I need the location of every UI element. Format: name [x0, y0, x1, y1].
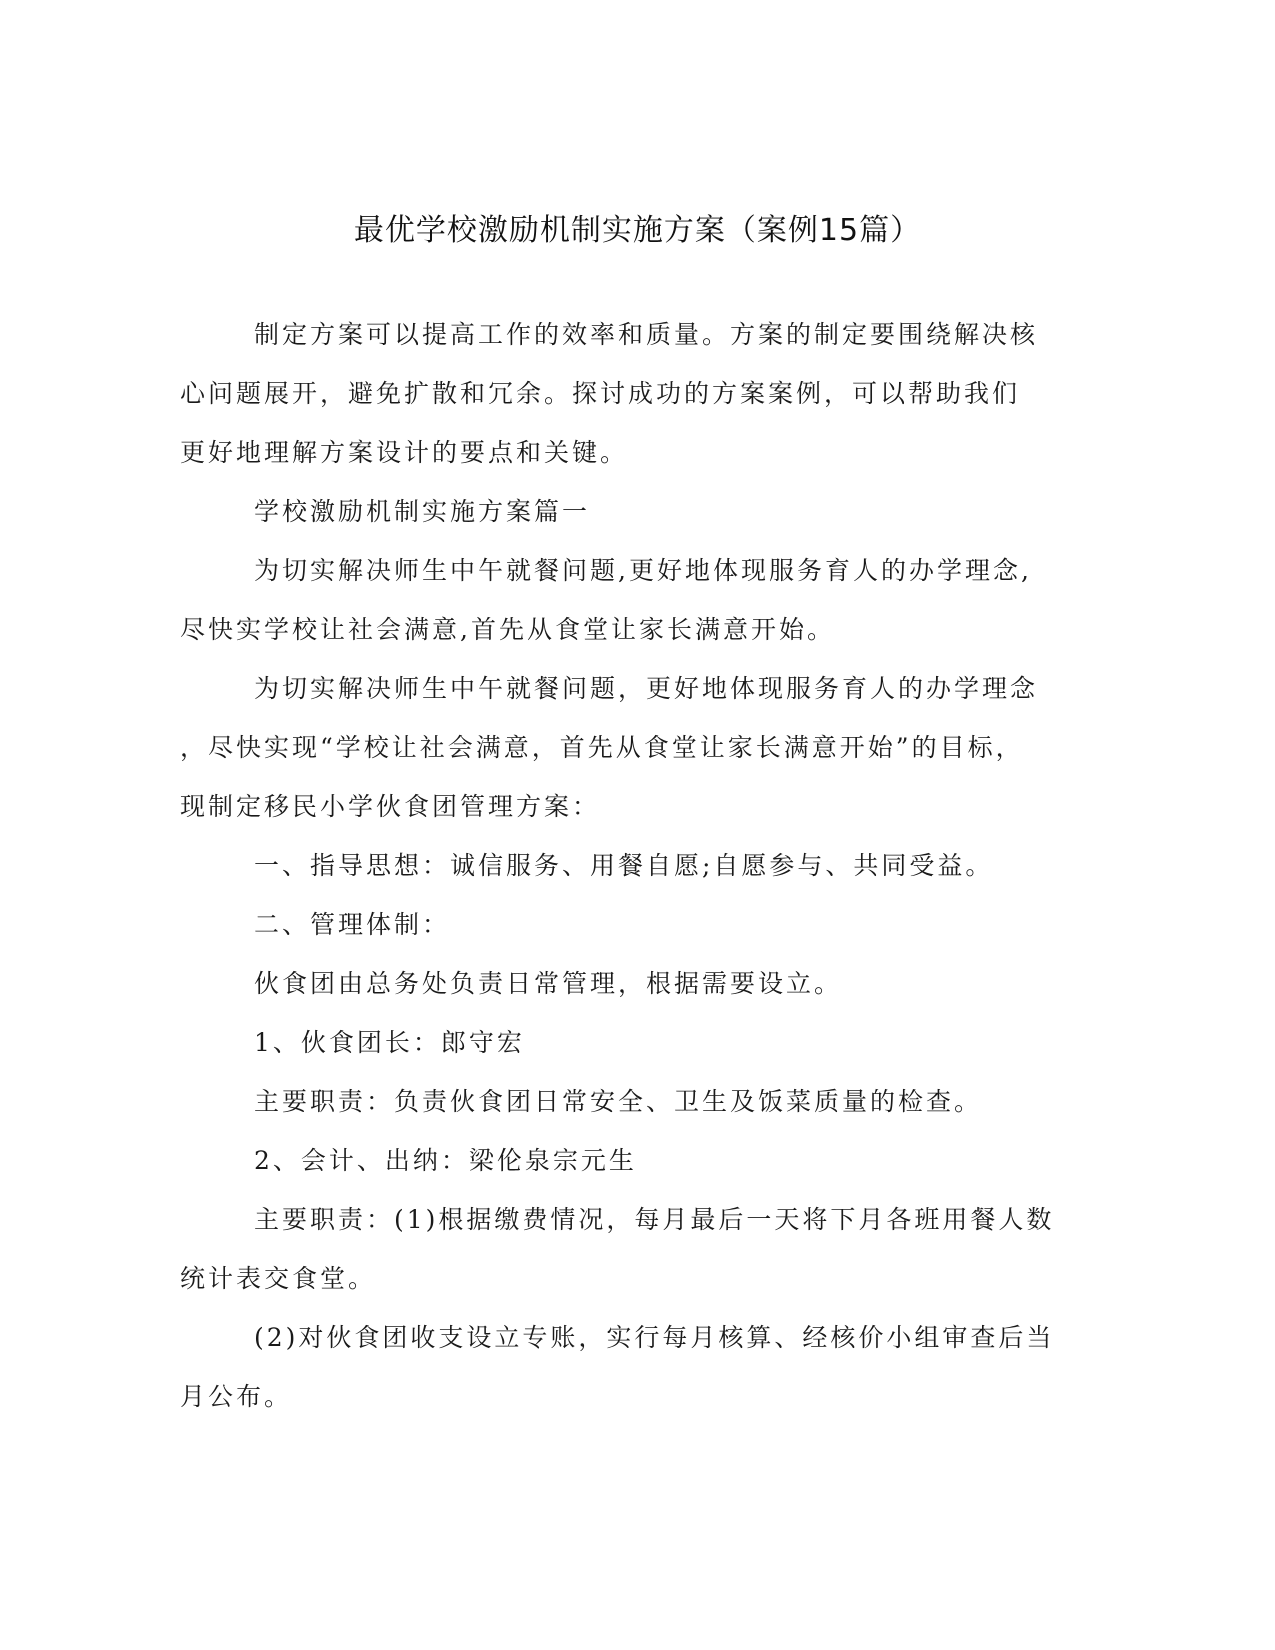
paragraph-line: 伙食团由总务处负责日常管理，根据需要设立。	[254, 969, 843, 998]
section-heading: 学校激励机制实施方案篇一	[254, 497, 591, 526]
paragraph-line: 月公布。	[180, 1382, 293, 1411]
paragraph-line: 尽快实学校让社会满意,首先从食堂让家长满意开始。	[180, 615, 835, 644]
paragraph-line: 为切实解决师生中午就餐问题，更好地体现服务育人的办学理念	[254, 674, 1039, 703]
paragraph-line: 主要职责：负责伙食团日常安全、卫生及饭菜质量的检查。	[254, 1087, 983, 1116]
paragraph-line: 现制定移民小学伙食团管理方案：	[180, 792, 601, 821]
paragraph-line: ，尽快实现“学校让社会满意，首先从食堂让家长满意开始”的目标，	[180, 733, 1024, 762]
paragraph-line: 1、伙食团长：郎守宏	[254, 1028, 525, 1057]
paragraph-line: 一、指导思想：诚信服务、用餐自愿;自愿参与、共同受益。	[254, 851, 994, 880]
paragraph-line: 2、会计、出纳：梁伦泉宗元生	[254, 1146, 637, 1175]
paragraph-line: 为切实解决师生中午就餐问题,更好地体现服务育人的办学理念,	[254, 556, 1032, 585]
paragraph-line: 统计表交食堂。	[180, 1264, 377, 1293]
paragraph-line: 心问题展开，避免扩散和冗余。探讨成功的方案案例，可以帮助我们	[180, 379, 1021, 408]
document-title: 最优学校激励机制实施方案（案例15篇）	[353, 213, 922, 248]
paragraph-line: 主要职责：(1)根据缴费情况，每月最后一天将下月各班用餐人数	[254, 1205, 1055, 1234]
paragraph-line: 制定方案可以提高工作的效率和质量。方案的制定要围绕解决核	[254, 320, 1039, 349]
paragraph-line: 二、管理体制：	[254, 910, 451, 939]
paragraph-line: (2)对伙食团收支设立专账，实行每月核算、经核价小组审查后当	[254, 1323, 1055, 1352]
paragraph-line: 更好地理解方案设计的要点和关键。	[180, 438, 629, 467]
